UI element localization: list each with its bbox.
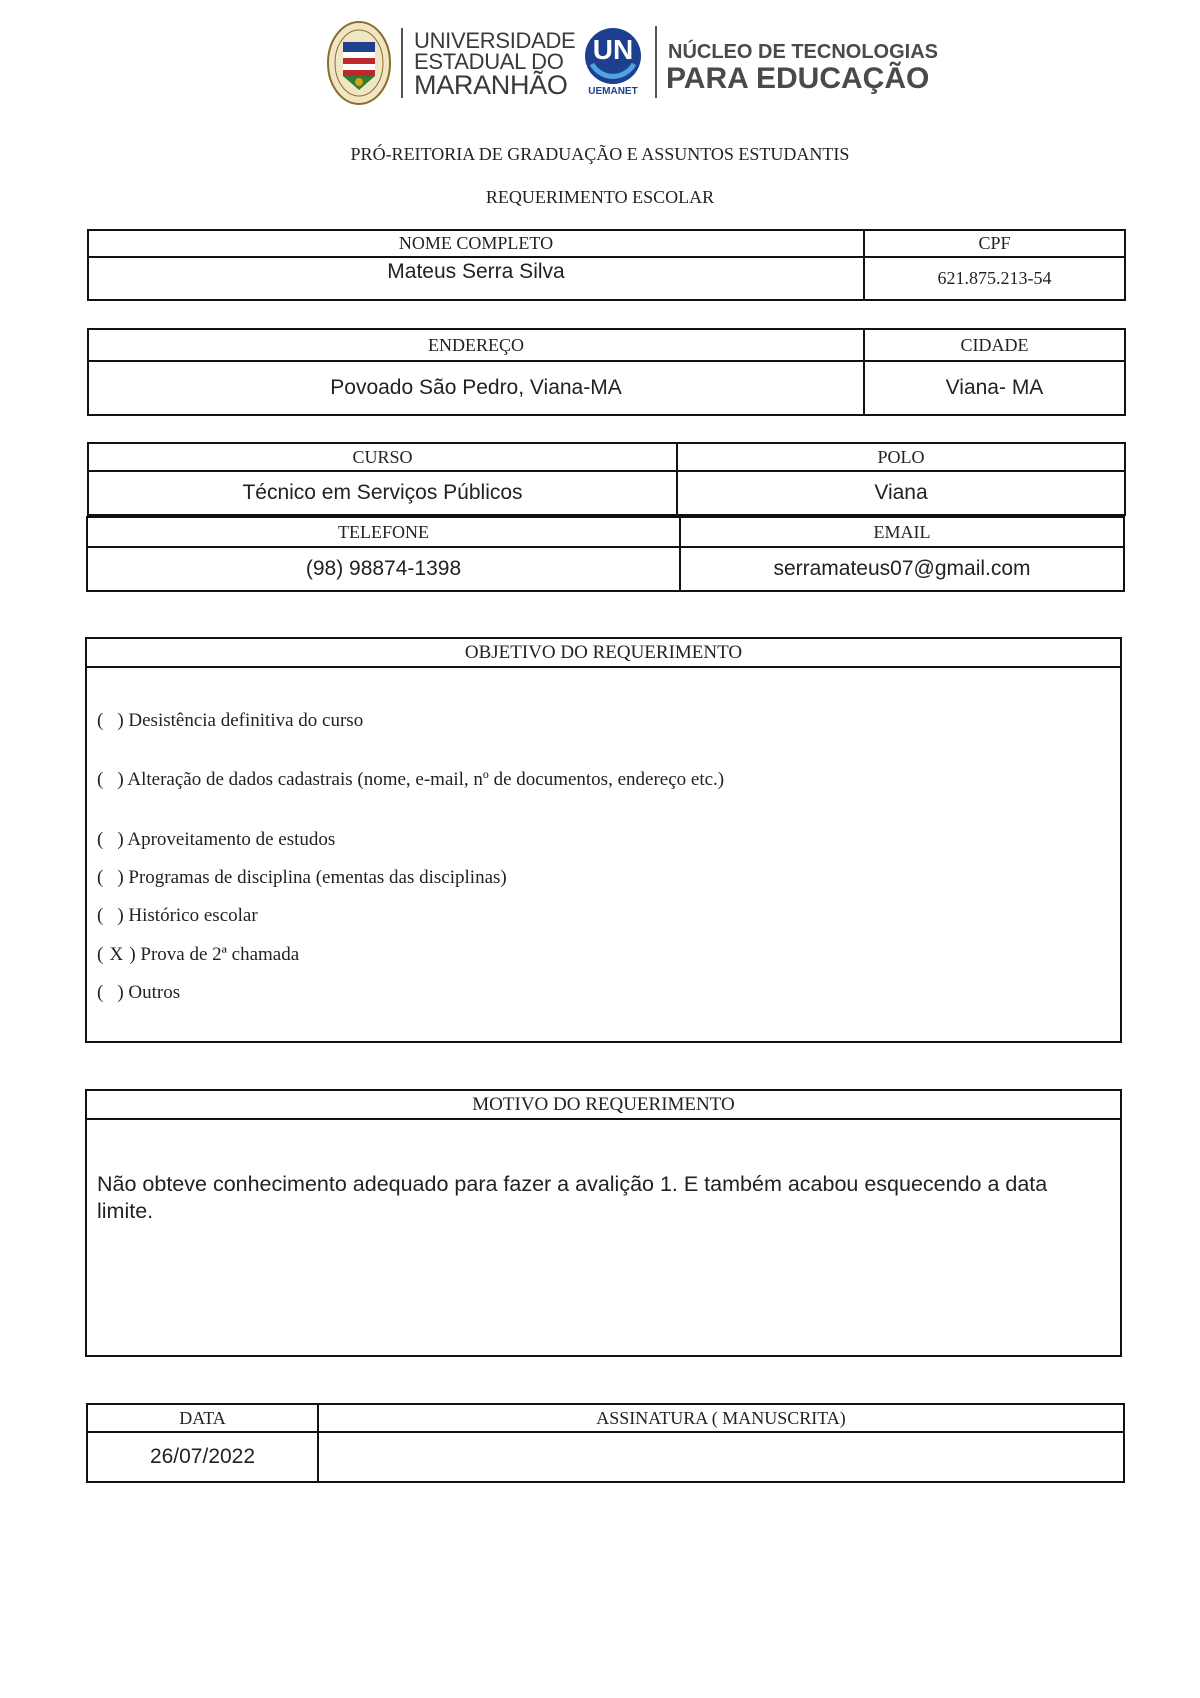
polo-value[interactable]: Viana xyxy=(677,471,1125,515)
cidade-label: CIDADE xyxy=(864,329,1125,361)
document-title: REQUERIMENTO ESCOLAR xyxy=(485,187,715,207)
uema-logo-line2: ESTADUAL DO xyxy=(414,49,564,74)
uema-logo-text xyxy=(414,28,576,100)
contato-table xyxy=(86,516,1125,592)
objetivo-box xyxy=(85,637,1122,1043)
nte-logo-divider xyxy=(655,26,657,98)
data-label: DATA xyxy=(87,1404,318,1432)
objetivo-title: OBJETIVO DO REQUERIMENTO xyxy=(87,639,1120,668)
identificacao-table xyxy=(87,229,1126,301)
endereco-value[interactable]: Povoado São Pedro, Viana-MA xyxy=(88,361,864,415)
option-historico[interactable]: ( ) Histórico escolar xyxy=(97,905,258,926)
option-aproveitamento[interactable]: ( ) Aproveitamento de estudos xyxy=(97,829,336,850)
option-programas[interactable]: ( ) Programas de disciplina (ementas das disciplinas) xyxy=(97,867,507,888)
option-label: Programas de disciplina (ementas das disciplinas) xyxy=(128,867,507,888)
motivo-box xyxy=(85,1089,1122,1357)
uema-seal-icon xyxy=(326,20,392,106)
option-label: Histórico escolar xyxy=(128,905,258,926)
endereco-table xyxy=(87,328,1126,416)
uema-logo-line3: MARANHÃO xyxy=(414,70,568,100)
nome-label: NOME COMPLETO xyxy=(88,230,864,257)
option-outros[interactable]: ( ) Outros xyxy=(97,982,181,1003)
data-value[interactable]: 26/07/2022 xyxy=(87,1432,318,1482)
curso-table xyxy=(87,442,1126,516)
cpf-value[interactable]: 621.875.213-54 xyxy=(864,257,1125,300)
cpf-label: CPF xyxy=(864,230,1125,257)
motivo-title: MOTIVO DO REQUERIMENTO xyxy=(87,1091,1120,1120)
nome-value[interactable]: Mateus Serra Silva xyxy=(88,257,864,300)
option-label: Desistência definitiva do curso xyxy=(128,710,364,731)
uema-logo-line1: UNIVERSIDADE xyxy=(414,28,576,53)
cidade-value[interactable]: Viana- MA xyxy=(864,361,1125,415)
option-label: Aproveitamento de estudos xyxy=(127,829,336,850)
email-value[interactable]: serramateus07@gmail.com xyxy=(680,547,1124,591)
assinatura-label: ASSINATURA ( MANUSCRITA) xyxy=(318,1404,1124,1432)
assinatura-table xyxy=(86,1403,1125,1483)
curso-label: CURSO xyxy=(88,443,677,471)
option-label: Prova de 2ª chamada xyxy=(140,944,300,965)
option-prova-segunda-chamada[interactable]: ( X ) Prova de 2ª chamada xyxy=(97,944,300,965)
nte-logo-line2: PARA EDUCAÇÃO xyxy=(666,62,930,95)
email-label: EMAIL xyxy=(680,517,1124,547)
option-label: Alteração de dados cadastrais (nome, e-mail, nº de documentos, endereço etc.) xyxy=(127,769,725,790)
telefone-label: TELEFONE xyxy=(87,517,680,547)
option-label: Outros xyxy=(128,982,181,1003)
endereco-label: ENDEREÇO xyxy=(88,329,864,361)
assinatura-field[interactable] xyxy=(318,1432,1124,1482)
dept-heading: PRÓ-REITORIA DE GRADUAÇÃO E ASSUNTOS ESTUDANTIS xyxy=(350,144,850,164)
option-desistencia[interactable]: ( ) Desistência definitiva do curso xyxy=(97,710,364,731)
curso-value[interactable]: Técnico em Serviços Públicos xyxy=(88,471,677,515)
motivo-text[interactable]: Não obteve conhecimento adequado para fazer a avalição 1. E também acabou esquecendo a data limite. xyxy=(97,1172,1048,1223)
telefone-value[interactable]: (98) 98874-1398 xyxy=(87,547,680,591)
option-alteracao-dados[interactable]: ( ) Alteração de dados cadastrais (nome, e-mail, nº de documentos, endereço etc.) xyxy=(97,769,725,790)
polo-label: POLO xyxy=(677,443,1125,471)
uemanet-mark-letters: UN xyxy=(592,34,634,65)
nte-logo-line1: NÚCLEO DE TECNOLOGIAS xyxy=(668,41,939,63)
option-checkbox[interactable]: X xyxy=(109,944,124,965)
uemanet-mark-caption: UEMANET xyxy=(588,86,638,97)
uema-logo-divider xyxy=(401,28,403,98)
